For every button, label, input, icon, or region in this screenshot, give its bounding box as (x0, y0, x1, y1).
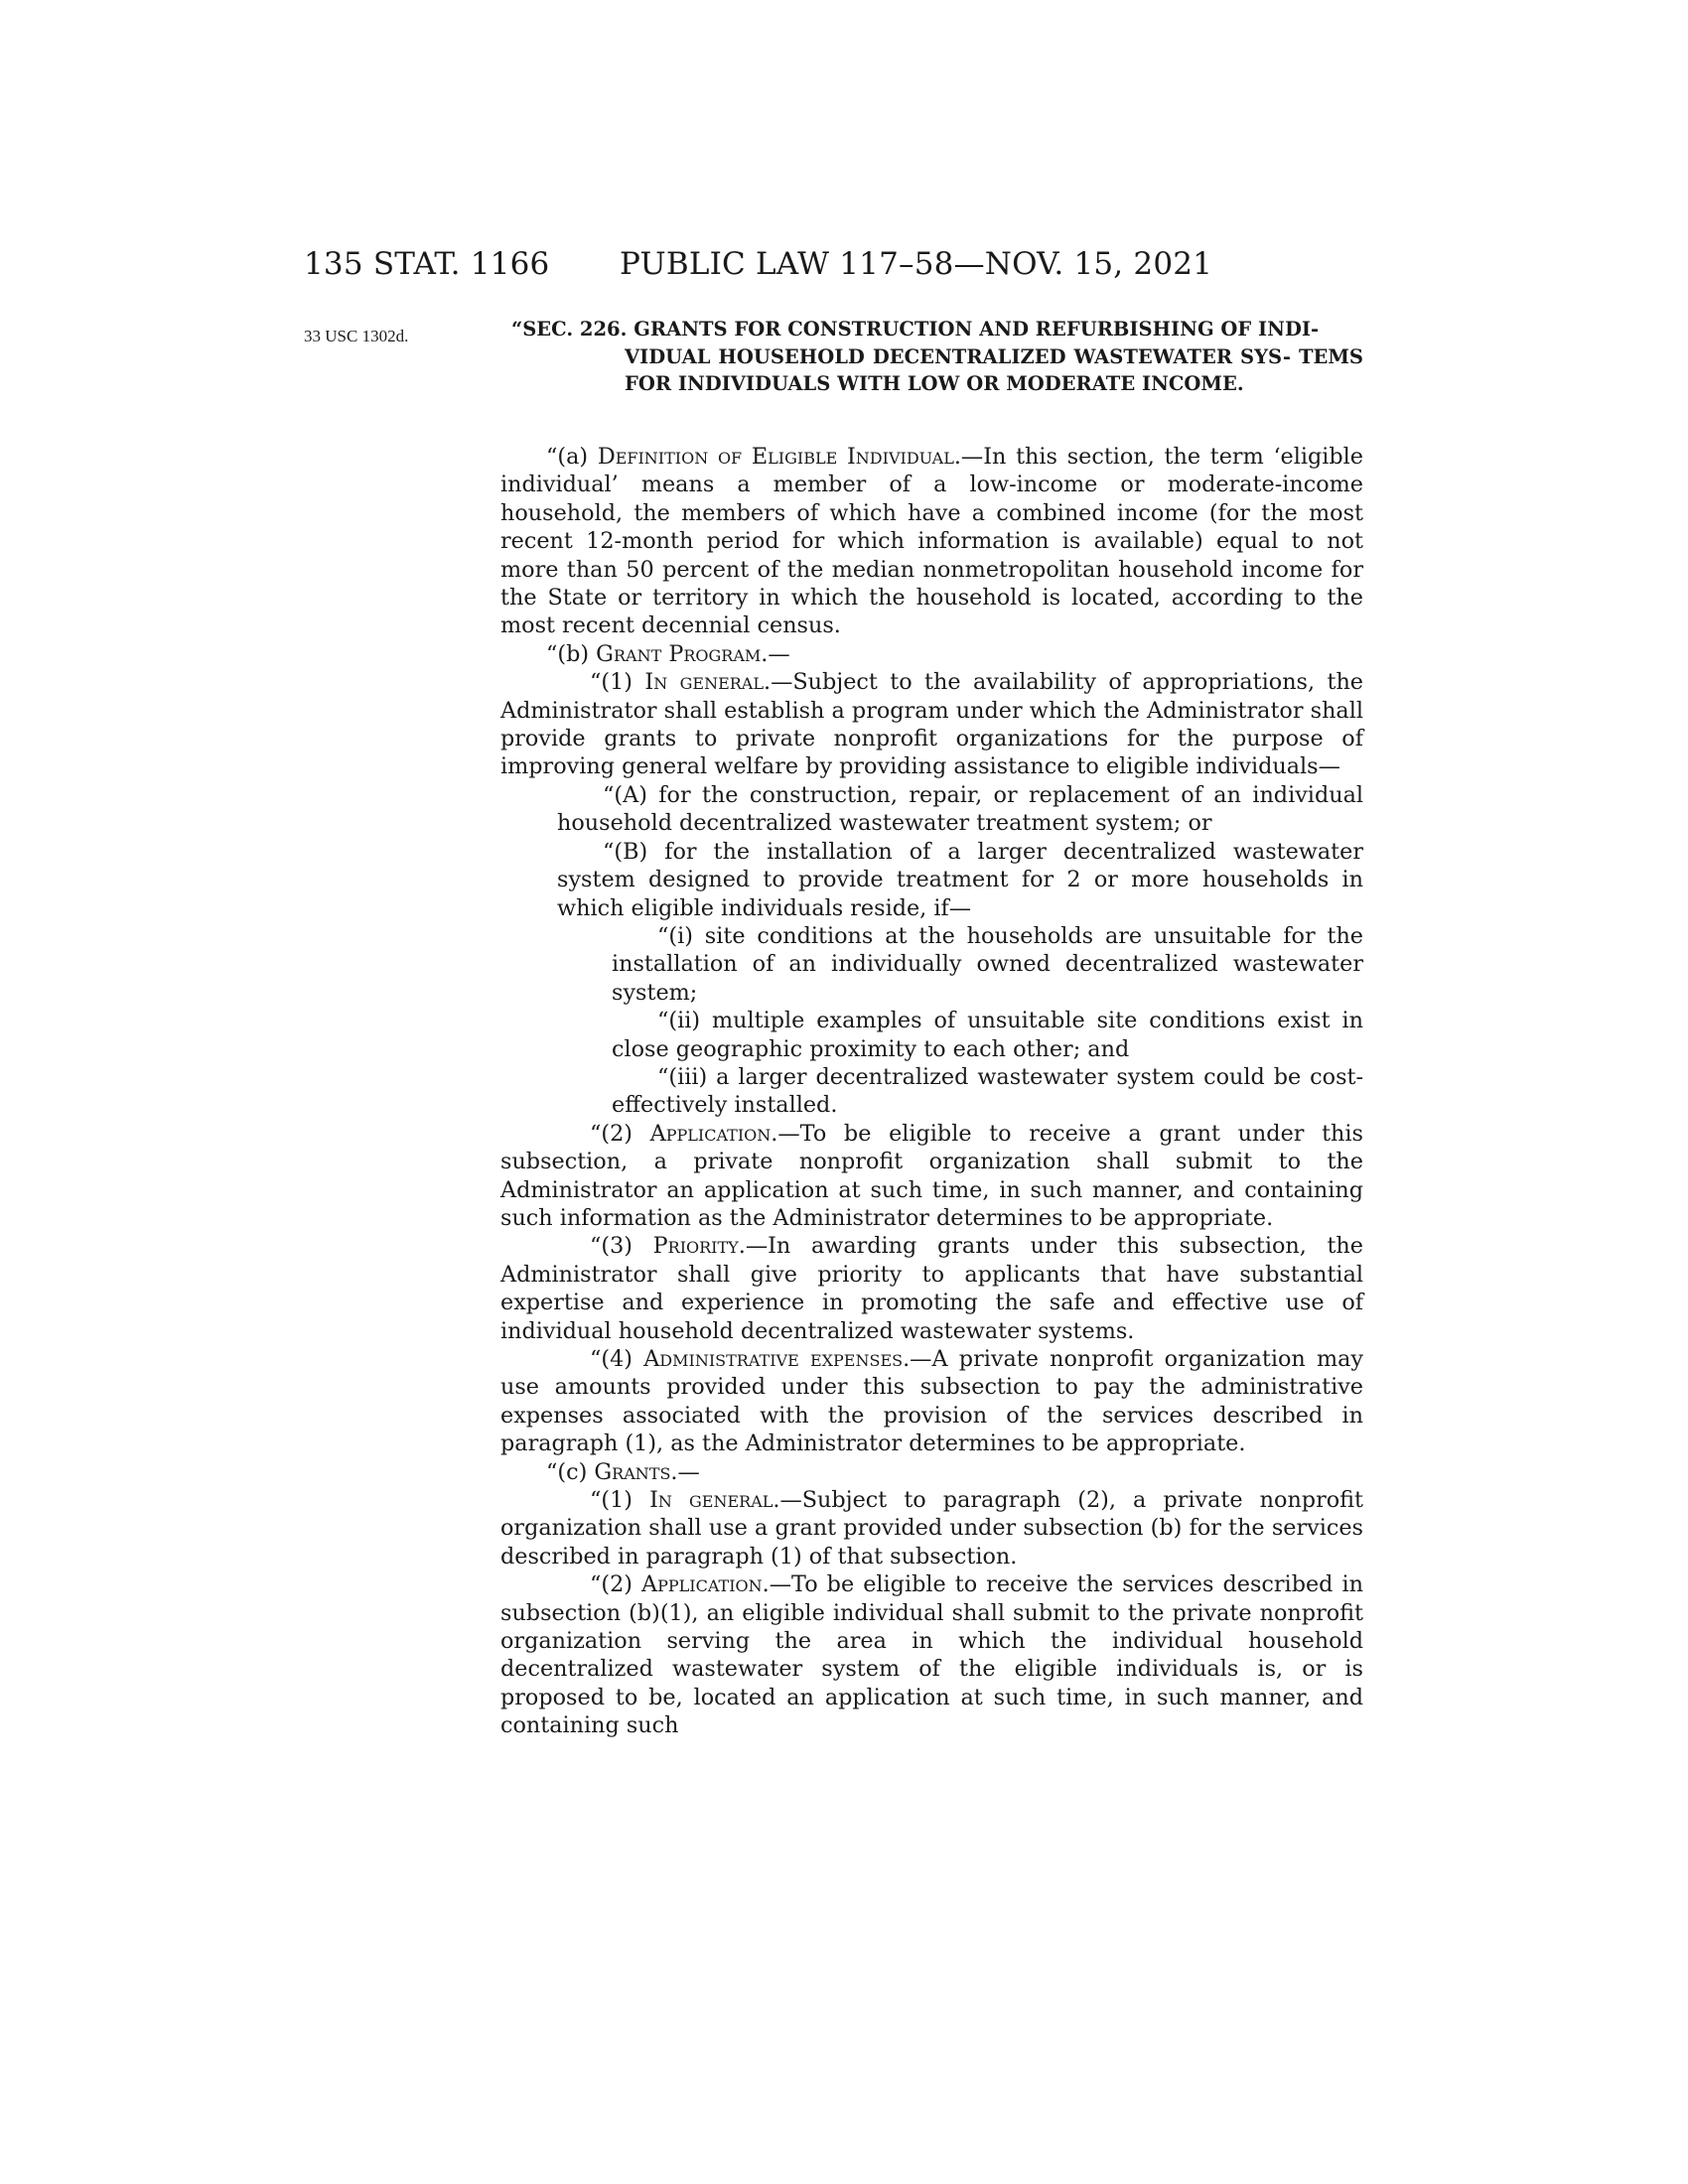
subparagraph-b1-B: “(B) for the installation of a larger decentralized wastewater system designed to provide treatment for 2 or more households in which eligible individuals reside, if— (557, 838, 1363, 921)
paragraph-b4-heading: Administrative expenses (643, 1346, 904, 1372)
paragraph-b1: “(1) In general.—Subject to the availability of appropriations, the Administrator shall establish a program under which the Administrator shall provide grants to private nonprofit organizations for the purpose of improving general welfare by providing assistance to eligible individuals— (500, 669, 1364, 780)
subsection-c: “(c) Grants.— (546, 1458, 700, 1485)
usc-margin-note: 33 USC 1302d. (304, 327, 409, 345)
subsection-a-heading: Definition of Eligible Individual (597, 444, 954, 470)
subsection-b-heading: Grant Program (596, 640, 762, 667)
clause-b1-B-ii: “(ii) multiple examples of unsuitable site conditions exist in close geographic proximity to each other; and (612, 1008, 1363, 1062)
section-heading (511, 316, 1363, 398)
clause-b1-B-i: “(i) site conditions at the households are unsuitable for the installation of an individually owned decentralized wastewater system; (612, 922, 1363, 1006)
paragraph-c2-heading: Application (641, 1571, 763, 1598)
paragraph-b4: “(4) Administrative expenses.—A private nonprofit organization may use amounts provided under this subsection to pay the administrative expenses associated with the provision of the services described in paragraph (1), as the Administrator determines to be appropriate. (500, 1346, 1363, 1457)
section-title-rest: VIDUAL HOUSEHOLD DECENTRALIZED WASTEWATER SYS- TEMS FOR INDIVIDUALS WITH LOW OR MODERATE INCOME. (625, 344, 1363, 395)
section-body (500, 443, 1363, 1740)
paragraph-b2-heading: Application (649, 1120, 772, 1147)
public-law-header: PUBLIC LAW 117–58—NOV. 15, 2021 (620, 246, 1213, 282)
paragraph-c1: “(1) In general.—Subject to paragraph (2), a private nonprofit organization shall use a grant provided under subsection (b) for the services described in paragraph (1) of that subsection. (500, 1487, 1363, 1570)
paragraph-c1-heading: In general (649, 1487, 774, 1514)
subsection-c-heading: Grants (594, 1458, 671, 1485)
subparagraph-b1-A: “(A) for the construction, repair, or replacement of an individual household decentralized wastewater treatment system; or (557, 781, 1363, 837)
paragraph-b3-heading: Priority (652, 1233, 739, 1260)
clause-b1-B-iii: “(iii) a larger decentralized wastewater system could be cost-effectively installed. (612, 1063, 1363, 1119)
section-title-first: GRANTS FOR CONSTRUCTION AND REFURBISHING OF INDI- (633, 318, 1320, 341)
paragraph-c2: “(2) Application.—To be eligible to receive the services described in subsection (b)(1), an eligible individual shall submit to the private nonprofit organization serving the area in which the individual household decentralized wastewater system of the eligible individuals is, or is proposed to be, located an application at such time, in such manner, and containing such (500, 1571, 1363, 1739)
subsection-a: “(a) Definition of Eligible Individual.—In this section, the term ‘eligible individual’ means a member of a low-income or moderate-income household, the members of which have a combined income (for the most recent 12-month period for which information is available) equal to not more than 50 percent of the median nonmetropolitan household income for the State or territory in which the household is located, according to the most recent decennial census. (500, 444, 1363, 639)
section-number: “SEC. 226. (511, 318, 628, 341)
subsection-b: “(b) Grant Program.— (546, 640, 790, 667)
page-stat-citation: 135 STAT. 1166 (304, 246, 550, 282)
paragraph-b3: “(3) Priority.—In awarding grants under this subsection, the Administrator shall give priority to applicants that have substantial expertise and experience in promoting the safe and effective use of individual household decentralized wastewater systems. (500, 1233, 1363, 1344)
paragraph-b1-heading: In general (644, 669, 764, 696)
paragraph-b2: “(2) Application.—To be eligible to receive a grant under this subsection, a private nonprofit organization shall submit to the Administrator an application at such time, in such manner, and containing such information as the Administrator determines to be appropriate. (500, 1120, 1363, 1231)
